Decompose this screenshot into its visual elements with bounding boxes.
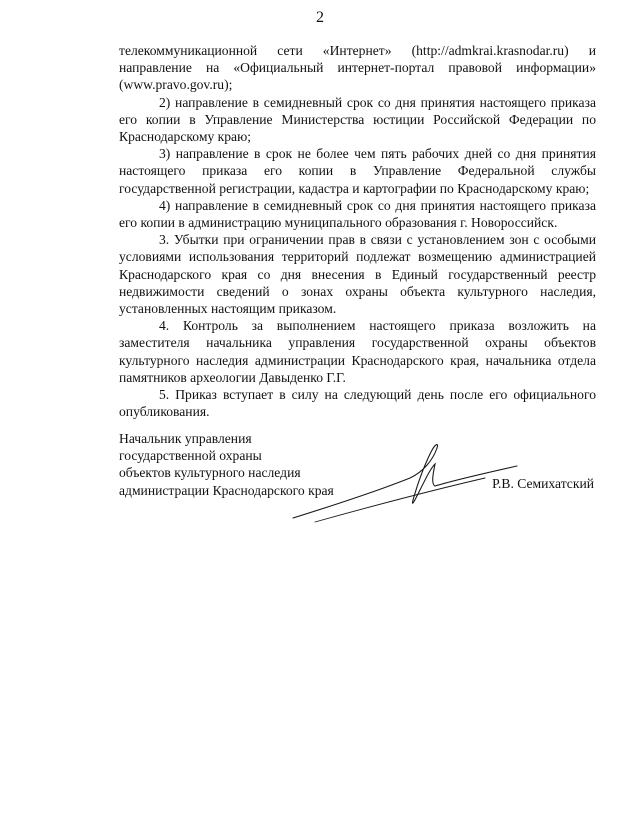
page-number: 2: [316, 9, 324, 26]
paragraph-continuation: телекоммуникационной сети «Интернет» (http://admkrai.krasnodar.ru) и направление на «Официальный интернет-портал правовой информации» (www.pravo.gov.ru);: [119, 43, 596, 93]
signatory-title-line: государственной охраны: [119, 448, 262, 464]
paragraph-clause-3: 3. Убытки при ограничении прав в связи с установлением зон с особыми условиями использования территорий подлежат возмещению администрацией Краснодарского края со дня внесения в Единый государственный реестр недвижимости сведений о зонах охраны объекта культурного наследия, установленных настоящим приказом.: [119, 232, 596, 317]
signature-stroke: [293, 445, 517, 518]
handwritten-signature: [285, 438, 525, 528]
paragraph-clause-5: 5. Приказ вступает в силу на следующий день после его официального опубликования.: [119, 387, 596, 420]
paragraph-clause-4: 4. Контроль за выполнением настоящего приказа возложить на заместителя начальника управления государственной охраны объектов культурного наследия администрации Краснодарского края, начальника отдела памятников археологии Давыденко Г.Г.: [119, 318, 596, 385]
signatory-title-line: Начальник управления: [119, 431, 252, 446]
paragraph-item-4: 4) направление в семидневный срок со дня принятия настоящего приказа его копии в администрацию муниципального образования г. Новороссийск.: [119, 197, 596, 231]
signatory-name: Р.В. Семихатский: [492, 476, 594, 491]
paragraph-item-2: 2) направление в семидневный срок со дня принятия настоящего приказа его копии в Управление Министерства юстиции Российской Федерации по Краснодарскому краю;: [119, 94, 596, 145]
signatory-title-line: объектов культурного наследия: [119, 465, 301, 481]
signature-stroke: [315, 478, 485, 522]
signatory-title-line: администрации Краснодарского края: [119, 482, 334, 498]
paragraph-item-3: 3) направление в срок не более чем пять рабочих дней со дня принятия настоящего приказа его копии в Управление Федеральной службы государственной регистрации, кадастра и картографии по Краснодарскому краю;: [119, 146, 596, 196]
document-body: [119, 42, 596, 420]
